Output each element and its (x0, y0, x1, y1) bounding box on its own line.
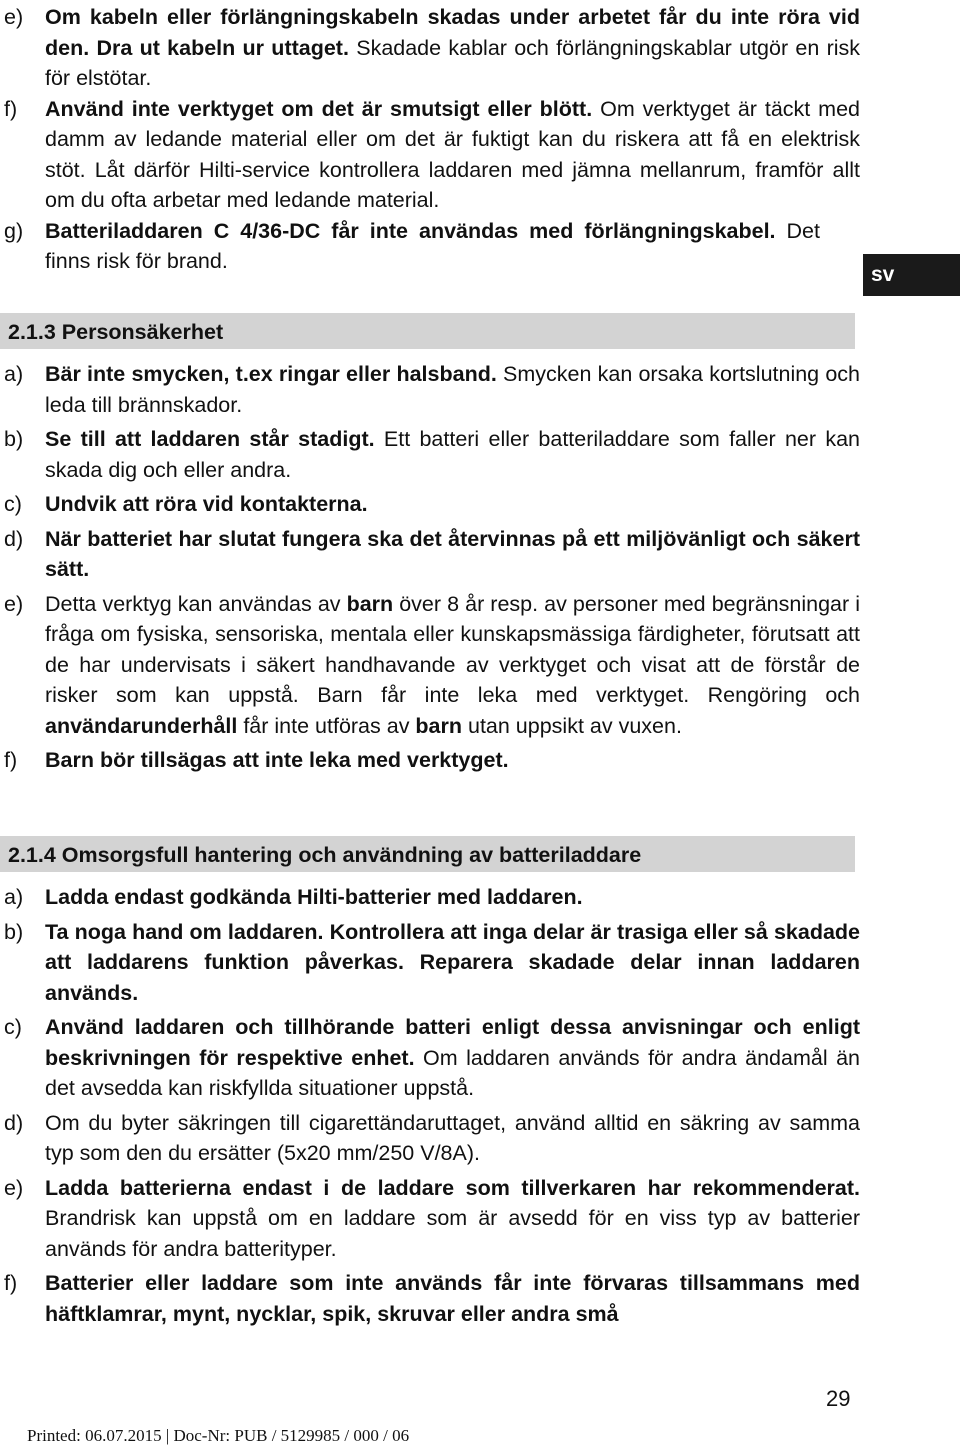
item-text: utan uppsikt av vuxen. (462, 713, 682, 738)
item-bold-text: Se till att laddaren står stadigt. (45, 427, 375, 451)
item-label: d) (4, 526, 24, 551)
item-text: Om verktyget är täckt med damm av ledande material eller om det är fuktigt kan du riskera att få en elektrisk stöt. Låt därför Hilti-service kontrollera laddaren med jämna mellanrum, framför allt om du ofta arbetar med ledande material. (45, 96, 861, 212)
list-item (0, 216, 820, 277)
item-text: Om du byter säkringen till cigarettändaruttaget, använd alltid en säkring av samma typ som den du ersätter (5x20 mm/250 V/8A). (45, 1110, 860, 1165)
item-label: a) (4, 362, 24, 386)
item-bold-text: Ladda batterierna endast i de laddare som tillverkaren har rekommenderat. (45, 1175, 860, 1200)
section-heading: 2.1.3 Personsäkerhet (0, 313, 855, 349)
item-label: g) (4, 218, 24, 243)
item-label: c) (4, 1015, 22, 1039)
item-text: Smycken kan orsaka kortslutning och leda till brännskador. (45, 362, 861, 417)
item-bold-text: Barn bör tillsägas att inte leka med verktyget. (45, 748, 509, 772)
list-item (0, 524, 860, 585)
item-text: Detta verktyg kan användas av (45, 591, 347, 616)
item-text: Ett batteri eller batteriladdare som faller ner kan skada dig och eller andra. (45, 427, 860, 482)
item-bold-text: barn (346, 591, 394, 616)
item-text: Om laddaren används för andra ändamål än det avsedda kan riskfyllda situationer uppstå. (45, 1045, 860, 1100)
top-list (0, 2, 860, 277)
list-item (0, 1108, 860, 1169)
item-label: f) (4, 748, 18, 772)
item-bold-text: Batteriladdaren C 4/36-DC får inte användas med förlängningskabel. (45, 218, 776, 243)
item-text: får inte utföras av (237, 713, 416, 738)
list-item (0, 489, 860, 520)
item-label: b) (4, 427, 24, 451)
item-bold-text: Undvik att röra vid kontakterna. (45, 492, 368, 516)
item-text: Brandrisk kan uppstå om en laddare som är avsedd för en viss typ av batterier används för andra batterityper. (45, 1206, 860, 1261)
item-label: a) (4, 885, 24, 909)
section-213-list (0, 359, 860, 776)
item-label: f) (4, 1271, 18, 1295)
section-heading: 2.1.4 Omsorgsfull hantering och användning av batteriladdare (0, 836, 855, 872)
list-item (0, 94, 860, 216)
item-label: c) (4, 492, 22, 516)
item-bold-text: Ta noga hand om laddaren. Kontrollera att inga delar är trasiga eller så skadade att laddarens funktion påverkas. Reparera skadade delar innan laddaren används. (45, 919, 860, 1005)
item-text: Det finns risk för brand. (45, 218, 820, 273)
list-item (0, 745, 860, 776)
item-bold-text: Använd laddaren och tillhörande batteri enligt dessa anvisningar och enligt beskrivningen för respektive enhet. (45, 1015, 860, 1070)
list-item (0, 424, 860, 485)
item-label: e) (4, 5, 24, 29)
item-bold-text: När batteriet har slutat fungera ska det återvinnas på ett miljövänligt och säkert sätt. (45, 526, 860, 581)
list-item (0, 1012, 860, 1104)
list-item (0, 589, 860, 742)
item-label: e) (4, 591, 24, 616)
item-label: e) (4, 1175, 24, 1200)
section-214-list (0, 882, 860, 1329)
item-bold-text: Använd inte verktyget om det är smutsigt eller blött. (45, 96, 593, 121)
list-item (0, 359, 860, 420)
list-item (0, 917, 860, 1009)
print-footer: Printed: 06.07.2015 | Doc-Nr: PUB / 5129985 / 000 / 06 (27, 1426, 410, 1445)
item-text: över 8 år resp. av personer med begränsningar i fråga om fysiska, sensoriska, mentala eller kunskapsmässiga färdigheter, förutsatt att de har undervisats i säkert handhavande av verktyget och visat att de förstår de risker som kan uppstå. Barn får inte leka med verktyget. Rengöring och (45, 591, 860, 707)
item-label: b) (4, 919, 24, 944)
list-item (0, 1173, 860, 1265)
item-bold-text: Om kabeln eller förlängningskabeln skadas under arbetet får du inte röra vid den. Dra ut kabeln ur uttaget. (45, 5, 860, 60)
item-bold-text: Ladda endast godkända Hilti-batterier med laddaren. (45, 885, 583, 909)
language-tab: sv (863, 254, 960, 296)
item-bold-text: användarunderhåll (45, 713, 238, 738)
page-number: 29 (826, 1386, 851, 1411)
item-bold-text: Bär inte smycken, t.ex ringar eller halsband. (45, 362, 497, 386)
list-item (0, 1268, 860, 1329)
list-item (0, 2, 860, 94)
list-item (0, 882, 860, 913)
item-bold-text: Batterier eller laddare som inte används får inte förvaras tillsammans med häftklamrar, mynt, nycklar, spik, skruvar eller andra små (45, 1271, 860, 1326)
item-label: d) (4, 1110, 24, 1135)
item-text: Skadade kablar och förlängningskablar utgör en risk för elstötar. (45, 35, 861, 90)
item-bold-text: barn (415, 713, 463, 738)
item-label: f) (4, 96, 18, 121)
